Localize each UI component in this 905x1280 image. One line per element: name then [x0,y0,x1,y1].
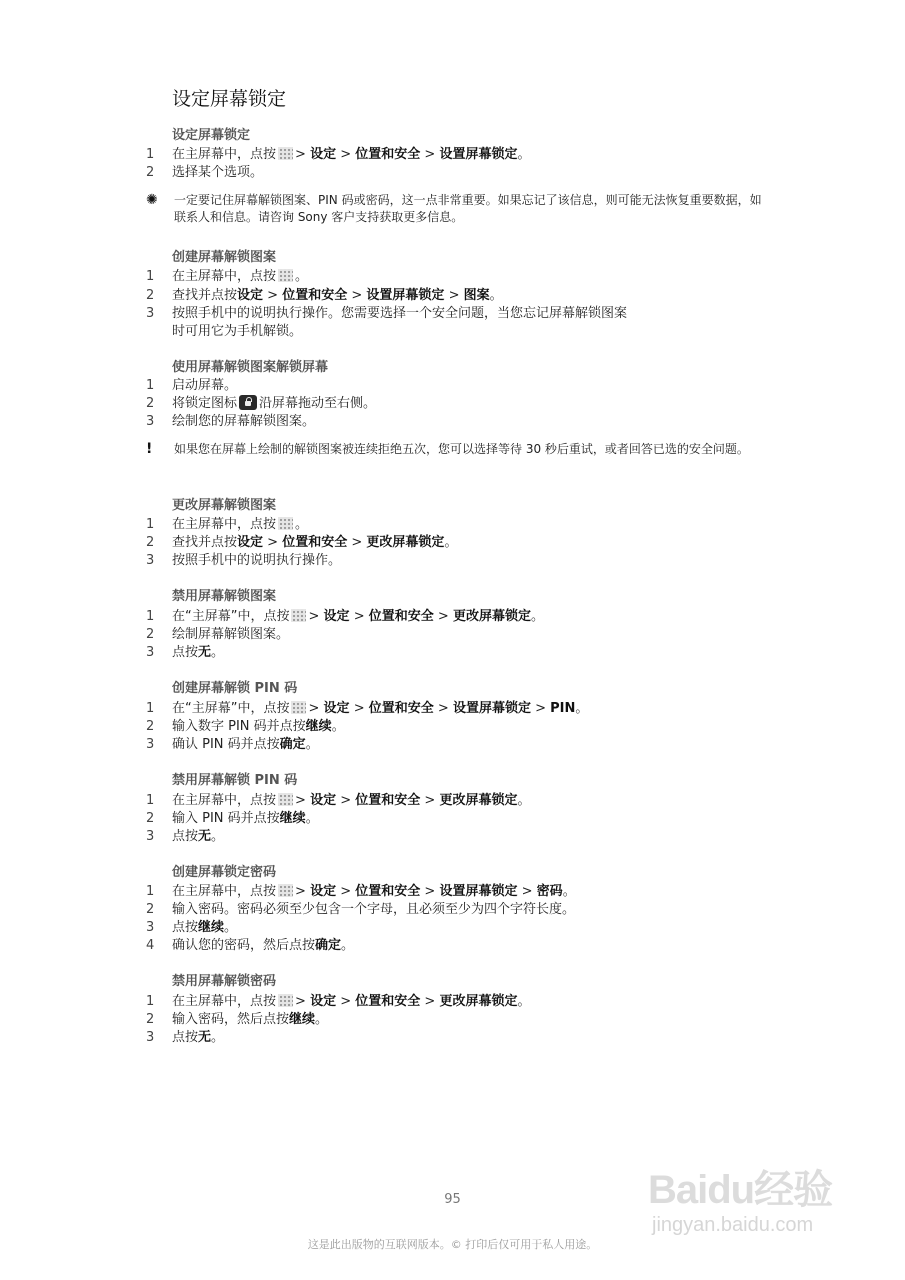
step-end: 。 [562,884,576,899]
apps-grid-icon [278,884,293,897]
step-text: 输入数字 PIN 码并点按 [172,719,306,734]
section-heading: 禁用屏幕解锁密码 [172,974,277,989]
watermark-url: jingyan.baidu.com [652,1214,814,1236]
step-text: 查找并点按 [172,288,238,303]
step-end: 。 [305,811,319,826]
section-heading: 设定屏幕锁定 [172,128,251,143]
section-heading: 使用屏幕解锁图案解锁屏幕 [172,360,329,375]
step-end: 。 [444,535,458,550]
step-text: 在“主屏幕”中，点按 [172,609,290,624]
step [146,810,319,828]
option-continue: 继续 [305,719,332,734]
menu-set-screen-lock: 设置屏幕锁定 [439,147,518,162]
gt-separator: > [340,793,352,808]
step [146,305,627,323]
section-heading: 更改屏幕解锁图案 [172,498,277,513]
step-text: 沿屏幕拖动至右侧。 [259,396,377,411]
option-password: 密码 [536,884,563,899]
step-number: 2 [146,288,155,303]
step [146,828,224,846]
step-end: 。 [517,994,531,1009]
section-heading: 创建屏幕解锁 PIN 码 [172,681,298,696]
step [146,552,341,570]
option-ok: 确定 [279,737,306,752]
gt-separator: > [424,793,436,808]
menu-location-security: 位置和安全 [368,701,434,716]
step-text: 输入 PIN 码并点按 [172,811,280,826]
step-number: 1 [146,517,155,532]
section-heading: 禁用屏幕解锁图案 [172,589,277,604]
step-number: 1 [146,701,155,716]
step-end: 。 [305,737,319,752]
step [146,919,237,937]
gt-separator: > [535,701,546,716]
step-end: 。 [489,288,503,303]
step-number: 1 [146,147,155,162]
step [146,268,308,286]
step-number: 1 [146,609,155,624]
step [146,883,576,901]
step [146,993,531,1011]
menu-change-screen-lock: 更改屏幕锁定 [366,535,445,550]
menu-location-security: 位置和安全 [368,609,434,624]
step [146,377,237,395]
step-number: 2 [146,627,155,642]
apps-grid-icon [291,609,306,622]
step-text: 将锁定图标 [172,396,238,411]
step [146,1011,328,1029]
menu-set-screen-lock: 设置屏幕锁定 [366,288,445,303]
step-text: 在主屏幕中，点按 [172,884,277,899]
step [146,700,588,718]
apps-grid-icon [278,994,293,1007]
menu-pattern: 图案 [463,288,490,303]
option-none: 无 [198,829,212,844]
menu-setting: 设定 [237,288,264,303]
gt-separator: > [295,994,306,1009]
tip-text: 一定要记住屏幕解锁图案、PIN 码或密码，这一点非常重要。如果忘记了该信息，则可能无法恢复重要数据，如联系人和信息。请咨询 Sony 客户支持获取更多信息。 [174,193,762,224]
step-end: 。 [295,269,309,284]
step-text: 点按 [172,1030,199,1045]
step [146,516,308,534]
step-number: 2 [146,396,155,411]
step-number: 3 [146,1030,155,1045]
gt-separator: > [437,609,449,624]
step-number: 3 [146,829,155,844]
step-text: 时可用它为手机解锁。 [172,324,303,339]
step-text: 点按 [172,645,199,660]
step [146,287,503,305]
section-heading: 禁用屏幕解锁 PIN 码 [172,773,298,788]
gt-separator: > [340,994,352,1009]
apps-grid-icon [278,147,293,160]
step-end: 。 [211,645,225,660]
menu-set-screen-lock: 设置屏幕锁定 [439,884,518,899]
step-text: 确认您的密码，然后点按 [172,938,316,953]
step-continuation [146,323,302,341]
gt-separator: > [424,994,436,1009]
step-text: 在“主屏幕”中，点按 [172,701,290,716]
step [146,395,376,413]
step-number: 2 [146,535,155,550]
step [146,1029,224,1047]
step-text: 启动屏幕。 [172,378,238,393]
step [146,644,224,662]
step-number: 2 [146,719,155,734]
step-number: 4 [146,938,155,953]
step-number: 2 [146,902,155,917]
gt-separator: > [340,147,352,162]
option-pin: PIN [550,701,576,716]
step-end: 。 [315,1012,329,1027]
option-continue: 继续 [279,811,306,826]
step-number: 3 [146,737,155,752]
step-number: 1 [146,378,155,393]
step-end: 。 [211,829,225,844]
step [146,626,289,644]
option-none: 无 [198,645,212,660]
warning-text: 如果您在屏幕上绘制的解锁图案被连续拒绝五次，您可以选择等待 30 秒后重试，或者回答已选的安全问题。 [174,442,749,456]
step-end: 。 [517,147,531,162]
step [146,937,354,955]
option-none: 无 [198,1030,212,1045]
gt-separator: > [267,288,279,303]
menu-change-screen-lock: 更改屏幕锁定 [439,793,518,808]
menu-setting: 设定 [323,609,350,624]
step-text: 确认 PIN 码并点按 [172,737,280,752]
menu-change-screen-lock: 更改屏幕锁定 [439,994,518,1009]
step-number: 3 [146,553,155,568]
menu-setting: 设定 [310,884,337,899]
gt-separator: > [308,701,320,716]
step-number: 2 [146,811,155,826]
step-end: 。 [341,938,355,953]
menu-setting: 设定 [310,994,337,1009]
step-number: 3 [146,645,155,660]
step [146,792,531,810]
step-text: 在主屏幕中，点按 [172,147,277,162]
step-text: 在主屏幕中，点按 [172,517,277,532]
step-text: 输入密码。密码必须至少包含一个字母，且必须至少为四个字符长度。 [172,902,576,917]
menu-set-screen-lock: 设置屏幕锁定 [452,701,531,716]
menu-setting: 设定 [323,701,350,716]
apps-grid-icon [278,269,293,282]
step-number: 3 [146,306,155,321]
step [146,901,575,919]
step [146,534,457,552]
step-number: 1 [146,994,155,1009]
menu-location-security: 位置和安全 [355,884,421,899]
apps-grid-icon [291,701,306,714]
gt-separator: > [340,884,352,899]
step-text: 选择某个选项。 [172,165,264,180]
page-number: 95 [444,1192,461,1207]
gt-separator: > [437,701,449,716]
gt-separator: > [353,609,365,624]
step-text: 按照手机中的说明执行操作。您需要选择一个安全问题，当您忘记屏幕解锁图案 [172,306,628,321]
step-end: 。 [517,793,531,808]
apps-grid-icon [278,793,293,806]
gt-separator: > [521,884,533,899]
step-text: 查找并点按 [172,535,238,550]
gt-separator: > [448,288,460,303]
step-number: 1 [146,793,155,808]
step [146,146,531,164]
step-number: 2 [146,165,155,180]
menu-location-security: 位置和安全 [355,994,421,1009]
option-continue: 继续 [289,1012,316,1027]
step-end: 。 [211,1030,225,1045]
exclamation-icon: ! [146,441,153,457]
page-title: 设定屏幕锁定 [172,88,287,110]
apps-grid-icon [278,517,293,530]
lightbulb-icon: ✺ [146,192,158,208]
step [146,608,544,626]
section-heading: 创建屏幕锁定密码 [172,865,277,880]
gt-separator: > [353,701,365,716]
menu-location-security: 位置和安全 [282,535,348,550]
step-text: 绘制屏幕解锁图案。 [172,627,290,642]
step-text: 点按 [172,920,199,935]
step-number: 3 [146,414,155,429]
gt-separator: > [424,884,436,899]
option-ok: 确定 [315,938,342,953]
menu-setting: 设定 [310,147,337,162]
step-text: 输入密码，然后点按 [172,1012,290,1027]
gt-separator: > [351,288,363,303]
gt-separator: > [267,535,279,550]
option-continue: 继续 [198,920,225,935]
step-text: 在主屏幕中，点按 [172,994,277,1009]
menu-change-screen-lock: 更改屏幕锁定 [452,609,531,624]
step-text: 在主屏幕中，点按 [172,269,277,284]
step-end: 。 [295,517,309,532]
menu-location-security: 位置和安全 [355,147,421,162]
step-number: 1 [146,269,155,284]
menu-location-security: 位置和安全 [355,793,421,808]
lock-icon [239,395,257,410]
watermark-logo: Baidu经验 [648,1168,833,1212]
step-text: 在主屏幕中，点按 [172,793,277,808]
gt-separator: > [295,147,306,162]
menu-setting: 设定 [237,535,264,550]
step-end: 。 [224,920,238,935]
step-text: 点按 [172,829,199,844]
step-number: 2 [146,1012,155,1027]
gt-separator: > [308,609,320,624]
step-text: 绘制您的屏幕解锁图案。 [172,414,316,429]
step-end: 。 [331,719,345,734]
gt-separator: > [424,147,436,162]
step [146,736,319,754]
baidu-watermark [640,1150,880,1260]
section-heading: 创建屏幕解锁图案 [172,250,277,265]
step [146,413,315,431]
menu-setting: 设定 [310,793,337,808]
step-number: 1 [146,884,155,899]
step-number: 3 [146,920,155,935]
step [146,718,345,736]
footer-text: 这是此出版物的互联网版本。© 打印后仅可用于私人用途。 [307,1238,598,1251]
step-text: 按照手机中的说明执行操作。 [172,553,342,568]
step-end: 。 [575,701,589,716]
menu-location-security: 位置和安全 [282,288,348,303]
step [146,164,263,182]
gt-separator: > [351,535,363,550]
step-end: 。 [530,609,544,624]
gt-separator: > [295,884,306,899]
gt-separator: > [295,793,306,808]
